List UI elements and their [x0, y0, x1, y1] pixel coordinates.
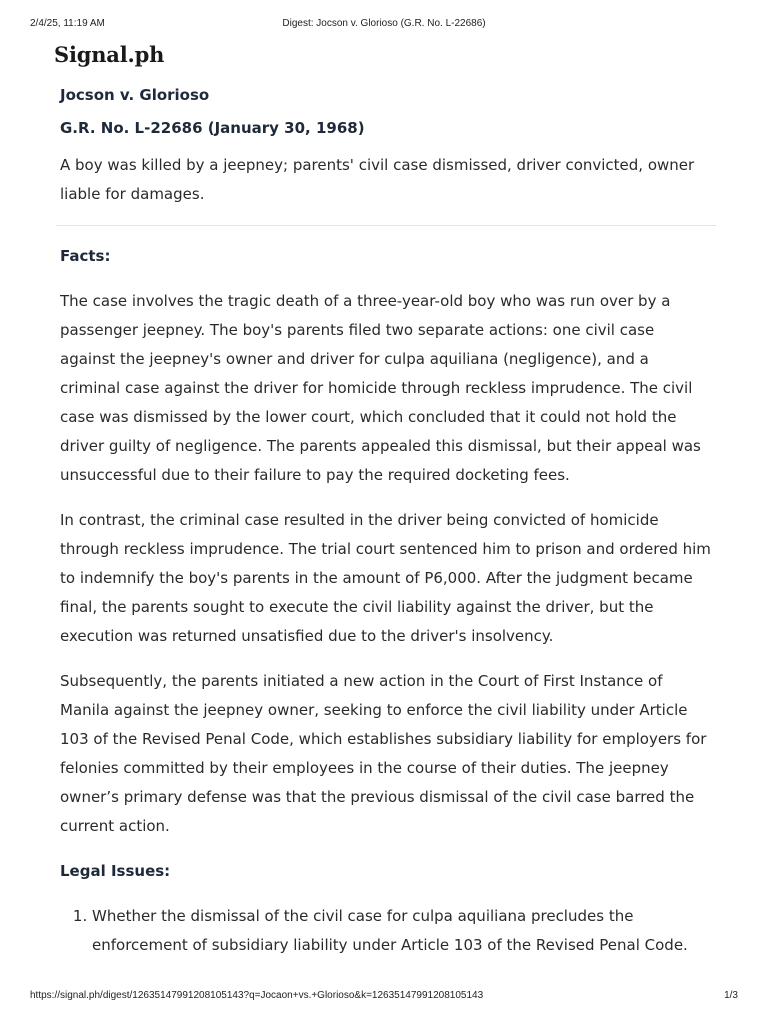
facts-paragraph: In contrast, the criminal case resulted in the driver being convicted of homicide through reckless imprudence. The trial court sentenced him to prison and ordered him to indemnify the boy's parents in the amount of P6,000. After the judgment became final, the parents sought to execute the civil liability against the driver, but the execution was returned unsatisfied due to the driver's insolvency. [60, 511, 711, 645]
divider [56, 225, 716, 226]
print-url: https://signal.ph/digest/12635147991208105143?q=Jocaon+vs.+Glorioso&k=12635147991208105143 [30, 990, 484, 1001]
facts-paragraph: Subsequently, the parents initiated a new action in the Court of First Instance of Manila against the jeepney owner, seeking to enforce the civil liability under Article 103 of the Revised Penal Code, which establishes subsidiary liability for employers for felonies committed by their employees in the course of their duties. The jeepney owner’s primary defense was that the previous dismissal of the civil case barred the current action. [60, 672, 707, 835]
print-footer [30, 990, 738, 1004]
print-document-title: Digest: Jocson v. Glorioso (G.R. No. L-22686) [282, 18, 486, 29]
page-number: 1/3 [724, 990, 738, 1001]
article-content [60, 84, 712, 960]
legal-issues-list [60, 902, 712, 960]
legal-issues-heading: Legal Issues: [60, 862, 171, 880]
site-logo[interactable]: Signal.ph [54, 42, 165, 67]
case-name: Jocson v. Glorioso [60, 86, 210, 104]
case-reference: G.R. No. L-22686 (January 30, 1968) [60, 119, 365, 137]
legal-issue-item: 1. Whether the dismissal of the civil case for culpa aquiliana precludes the enforcement of subsidiary liability under Article 103 of the Revised Penal Code. [92, 902, 712, 960]
print-timestamp: 2/4/25, 11:19 AM [30, 18, 105, 29]
facts-paragraph: The case involves the tragic death of a three-year-old boy who was run over by a passenger jeepney. The boy's parents filed two separate actions: one civil case against the jeepney's owner and driver for culpa aquiliana (negligence), and a criminal case against the driver for homicide through reckless imprudence. The civil case was dismissed by the lower court, which concluded that it could not hold the driver guilty of negligence. The parents appealed this dismissal, but their appeal was unsuccessful due to their failure to pay the required docketing fees. [60, 292, 701, 484]
case-summary: A boy was killed by a jeepney; parents' civil case dismissed, driver convicted, owner liable for damages. [60, 156, 695, 203]
print-header [30, 18, 738, 32]
facts-heading: Facts: [60, 247, 111, 265]
